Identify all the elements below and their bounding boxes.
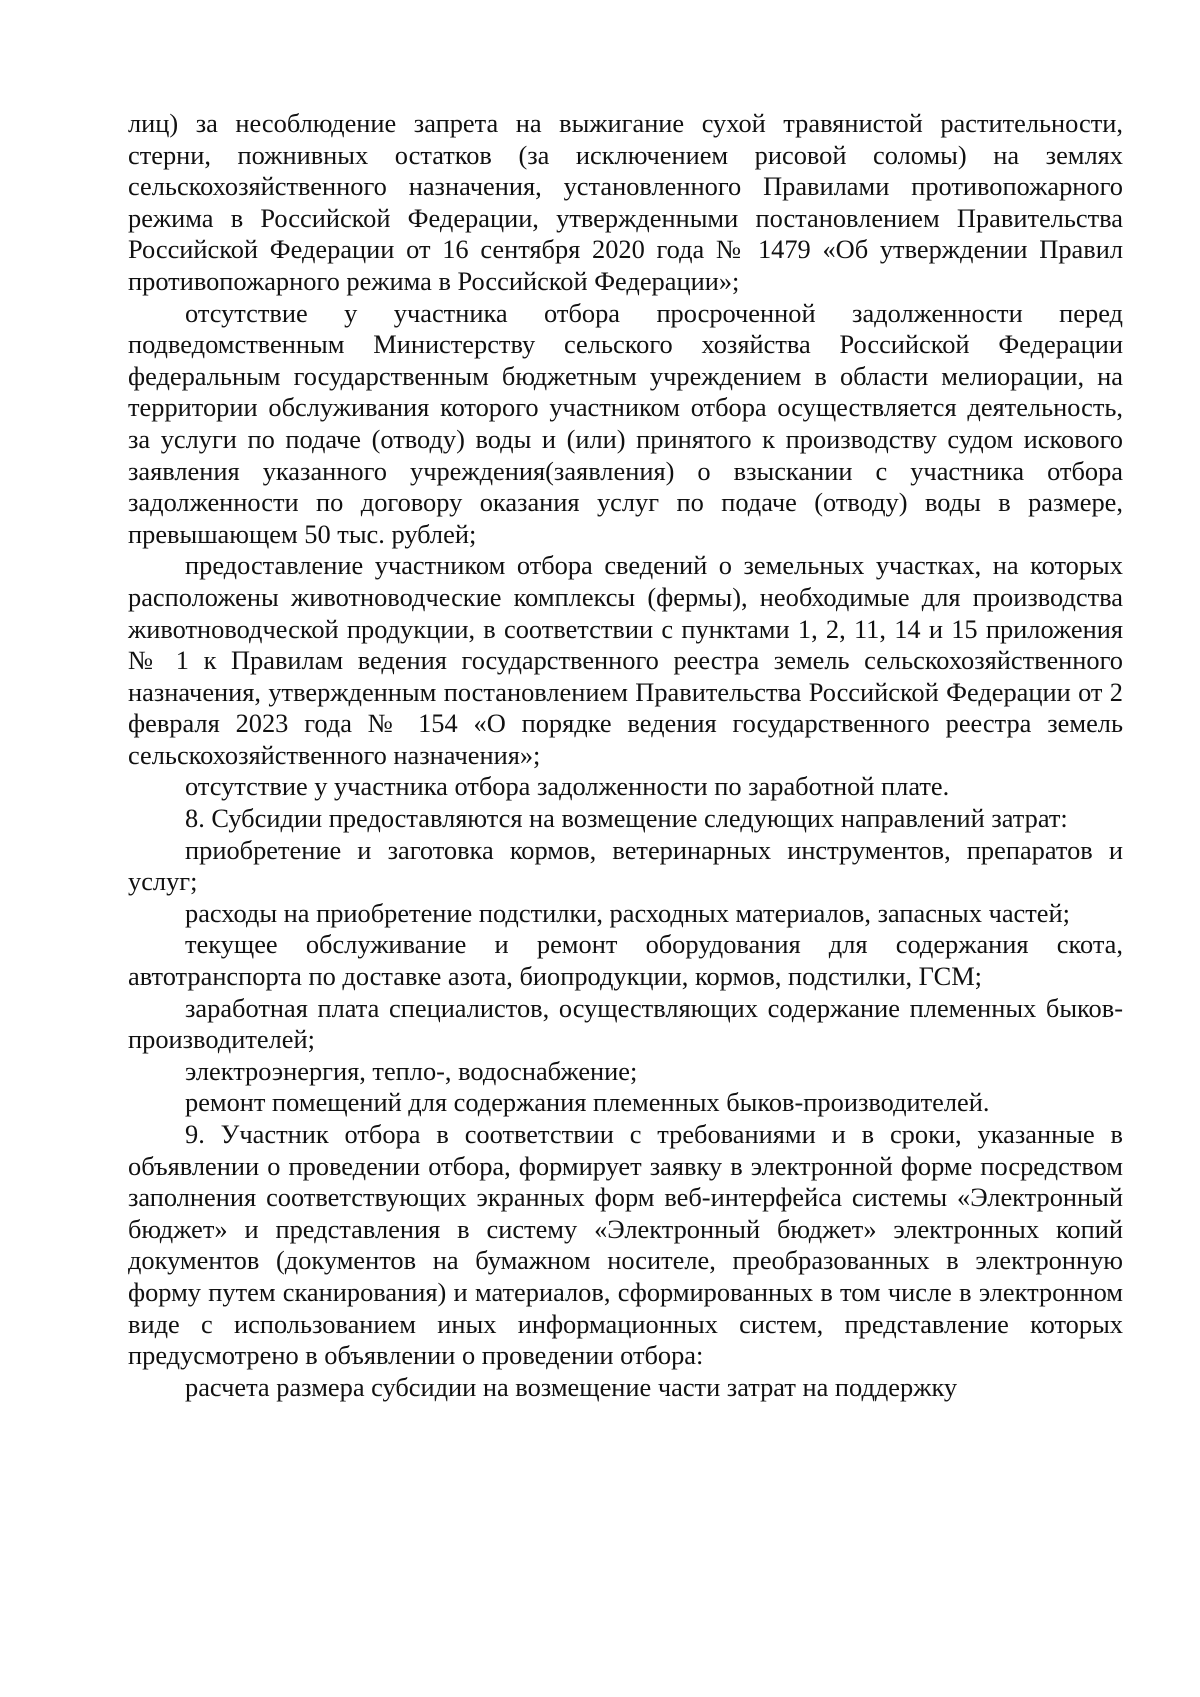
paragraph-subsidy-calculation: расчета размера субсидии на возмещение части затрат на поддержку (185, 1371, 958, 1402)
paragraph-land-plot-info: предоставление участником отбора сведений о земельных участках, на которых расположены животноводческие комплексы (фермы), необходимые для производства животноводческой продукции, в соответствии с пунктами 1, 2, 11, 14 и 15 приложения № 1 к Правилам ведения государственного реестра земель сельскохозяйственного назначения, утвержденным постановлением Правительства Российской Федерации от 2 февраля 2023 года № 154 «О порядке ведения государственного реестра земель сельскохозяйственного назначения»; (128, 550, 1123, 770)
paragraph-bedding-materials: расходы на приобретение подстилки, расходных материалов, запасных частей; (185, 897, 1070, 928)
paragraph-specialist-salary: заработная плата специалистов, осуществляющих содержание племенных быков-производителей; (128, 992, 1123, 1055)
paragraph-item-8-subsidies: 8. Субсидии предоставляются на возмещение следующих направлений затрат: (185, 803, 1068, 834)
paragraph-fire-regime-continuation: лиц) за несоблюдение запрета на выжигание сухой травянистой растительности, стерни, пожнивных остатков (за исключением рисовой соломы) на землях сельскохозяйственного назначения, установленного Правилами противопожарного режима в Российской Федерации, утвержденными постановлением Правительства Российской Федерации от 16 сентября 2020 года № 1479 «Об утверждении Правил противопожарного режима в Российской Федерации»; (128, 108, 1123, 296)
paragraph-feed-veterinary: приобретение и заготовка кормов, ветеринарных инструментов, препаратов и услуг; (128, 834, 1123, 897)
paragraph-no-melioration-debt: отсутствие у участника отбора просроченной задолженности перед подведомственным Министерству сельского хозяйства Российской Федерации федеральным государственным бюджетным учреждением в области мелиорации, на территории обслуживания которого участником отбора осуществляется деятельность, за услуги по подаче (отводу) воды и (или) принятого к производству судом искового заявления указанного учреждения(заявления) о взыскании с участника отбора задолженности по договору оказания услуг по подаче (отводу) воды в размере, превышающем 50 тыс. рублей; (128, 297, 1123, 549)
paragraph-item-9-application: 9. Участник отбора в соответствии с требованиями и в сроки, указанные в объявлении о проведении отбора, формирует заявку в электронной форме посредством заполнения соответствующих экранных форм веб-интерфейса системы «Электронный бюджет» и представления в систему «Электронный бюджет» электронных копий документов (документов на бумажном носителе, преобразованных в электронную форму путем сканирования) и материалов, сформированных в том числе в электронном виде с использованием иных информационных систем, представление которых предусмотрено в объявлении о проведении отбора: (128, 1119, 1123, 1371)
paragraph-utilities: электроэнергия, тепло-, водоснабжение; (185, 1055, 638, 1086)
paragraph-equipment-maintenance: текущее обслуживание и ремонт оборудования для содержания скота, автотранспорта по доставке азота, биопродукции, кормов, подстилки, ГСМ; (128, 929, 1123, 992)
paragraph-no-salary-debt: отсутствие у участника отбора задолженности по заработной плате. (185, 771, 950, 802)
paragraph-premises-repair: ремонт помещений для содержания племенных быков-производителей. (185, 1087, 990, 1118)
